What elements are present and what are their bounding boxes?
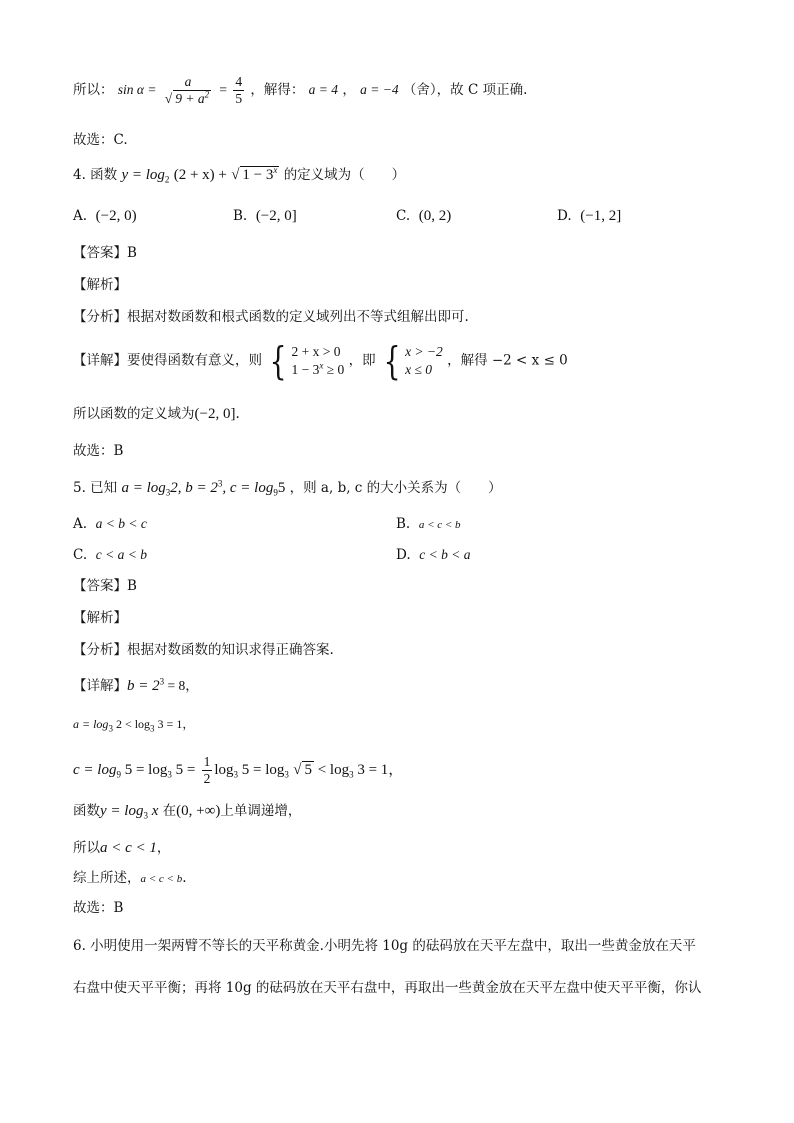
q5-line-a [73, 714, 194, 734]
q4-detail-pre: 【详解】要使得函数有意义，则 [73, 352, 262, 369]
q5-line-c-pre: c = log [73, 762, 117, 778]
q3-frac-num: a [184, 74, 192, 89]
q5-stem-e: 3 [217, 478, 223, 489]
q5-line-c-b1: 9 [116, 769, 121, 780]
q5-half-den: 2 [203, 771, 211, 786]
q4-opt-a-val: (−2, 0) [95, 208, 137, 224]
q5-line-a-mid: 2 < log [112, 717, 151, 731]
q4-opt-c-val: (0, 2) [418, 208, 452, 224]
q5-so-expr: a < c < 1 [100, 840, 157, 856]
q5-mono-x: x [147, 803, 159, 819]
q5-mono-line [73, 801, 301, 821]
q4-option-c [396, 206, 451, 226]
q4-opt-b-label: B. [233, 208, 248, 224]
q4-brace1: { [269, 339, 287, 383]
q4-system2 [380, 339, 443, 383]
q5-opt-a-val: a < b < c [95, 516, 147, 531]
q5-mono-pre: 函数 [73, 803, 100, 819]
q5-mono-post: 上单调递增， [220, 803, 302, 819]
q4-stem-post: 的定义域为（ ） [283, 167, 406, 183]
q5-stem-mid2: , c = log [222, 480, 274, 496]
q5-opt-c-label: C. [73, 547, 88, 563]
q3-frac2-num: 4 [235, 74, 243, 89]
q3-den-body: 9 + a [175, 91, 205, 106]
q5-fenxi: 【分析】根据对数函数的知识求得正确答案. [73, 642, 334, 658]
q5-line-c-b4: 3 [284, 769, 289, 780]
q3-solution-line [73, 74, 527, 107]
q4-sys2-r1: x > −2 [405, 344, 443, 359]
q4-domain-val: (−2, 0] [194, 406, 236, 422]
q5-half-frac [202, 754, 213, 787]
q4-sqrt-body: 1 − 3 [242, 167, 274, 183]
q4-option-b [233, 206, 297, 226]
q3-tail: （舍），故 C 项正确. [402, 82, 528, 98]
q6-line2: 右盘中使天平平衡；再将 10g 的砝码放在天平右盘中，再取出一些黄金放在天平左盘中使天平平衡，你认 [73, 980, 702, 996]
q3-a1: a = 4 [308, 82, 339, 97]
q5-sqrt5-body: 5 [304, 762, 312, 778]
q5-line-c-b5: 3 [349, 769, 354, 780]
q5-detail-pre: 【详解】 [73, 678, 127, 694]
q5-sum-pre: 综上所述， [73, 870, 141, 886]
q3-prefix: 所以： [73, 82, 114, 98]
q4-expr-mid: (2 + x) + [173, 167, 227, 183]
q3-frac-den: √ $9 + a^2$ [164, 89, 210, 106]
q5-summary-line [73, 868, 187, 889]
q4-sys1-r2 [291, 361, 344, 379]
q3-fraction [163, 74, 213, 107]
q5-sqrt5: √ 5 [293, 762, 312, 778]
q4-ji: ，即 [348, 352, 376, 369]
q5-answer: 【答案】B [73, 578, 137, 594]
q3-eq: = [219, 82, 228, 97]
q5-opt-b-val: a < c < b [418, 519, 461, 531]
q4-choice: 故选：B [73, 443, 124, 459]
q4-option-d [557, 206, 621, 226]
q4-fenxi: 【分析】根据对数函数和根式函数的定义域列出不等式组解出即可. [73, 309, 469, 325]
q5-detail-b-expr: b = 2 [127, 678, 160, 694]
q5-opt-d-val: c < b < a [419, 547, 471, 562]
q5-mono-int: (0, +∞) [176, 803, 221, 819]
q4-opt-b-val: (−2, 0] [255, 208, 297, 224]
q5-mono-b: 3 [143, 810, 148, 821]
q4-stem [73, 165, 405, 185]
q4-sqrt: √ $1 - 3^x$ [231, 165, 278, 183]
q5-opt-c-val: c < a < b [95, 547, 147, 562]
q4-expr-y: y = log [121, 167, 165, 183]
q6-line1: 6. 小明使用一架两臂不等长的天平称黄金.小明先将 10g 的砝码放在天平左盘中，取出一些黄金放在天平 [73, 938, 696, 954]
q5-detail-b-tail: = 8， [164, 678, 199, 693]
q5-so-post: ， [156, 840, 171, 856]
q5-stem-expr: a = log [121, 480, 166, 496]
q4-system1 [266, 339, 345, 383]
q5-so-line [73, 838, 170, 858]
q4-brace2: { [383, 339, 401, 383]
q4-opt-d-val: (−1, 2] [580, 208, 622, 224]
q5-stem-mid3: 5 [277, 480, 286, 496]
q4-option-a [73, 206, 137, 226]
q5-line-a-b1: 3 [108, 723, 113, 734]
q4-opt-c-label: C. [396, 208, 411, 224]
q5-mono-mid: 在 [158, 803, 177, 819]
q5-option-b [396, 514, 461, 535]
q3-sin-expr: sin α = [117, 82, 157, 97]
q5-line-c-b3: 3 [233, 769, 239, 780]
q5-detail-b [73, 676, 199, 696]
q5-opt-b-label: B. [396, 516, 411, 532]
q5-line-a-expr: a = log [73, 717, 109, 731]
q4-sys1-r2-exp: x [319, 360, 324, 371]
q5-stem [73, 478, 502, 498]
q5-choice: 故选：B [73, 900, 124, 916]
q5-stem-b2: 9 [273, 487, 278, 498]
q5-opt-a-label: A. [73, 516, 88, 532]
q5-line-c-mid1: 5 = log [120, 762, 168, 778]
q4-domain-end: . [235, 406, 240, 422]
q5-jiexi: 【解析】 [73, 610, 127, 626]
q3-choice: 故选：C. [73, 132, 128, 148]
q5-so-pre: 所以 [73, 840, 100, 856]
q4-opt-d-label: D. [557, 208, 572, 224]
q3-a2: a = −4 [360, 82, 399, 97]
q5-stem-pre: 5. 已知 [73, 480, 118, 496]
q4-detail-post: ，解得 −2 < x ≤ 0 [447, 352, 568, 369]
q4-sys1-r2-body: 1 − 3 [291, 362, 320, 377]
q4-domain-pre: 所以函数的定义域为 [73, 406, 195, 422]
q5-sum-post: . [182, 870, 187, 886]
q5-stem-b1: 3 [165, 487, 171, 498]
q4-stem-pre: 4. 函数 [73, 167, 118, 183]
q5-line-a-b2: 3 [150, 723, 155, 734]
q5-line-c [73, 754, 403, 787]
q5-line-c-mid4: 5 = log [238, 762, 285, 778]
q5-line-a-tail: 3 = 1， [154, 717, 195, 731]
q5-stem-post: ，则 a, b, c 的大小关系为（ ） [289, 480, 502, 496]
q5-sum-expr: a < c < b [140, 873, 183, 885]
q5-mono-expr: y = log [100, 803, 144, 819]
q4-sys1-r2-tail: ≥ 0 [323, 362, 345, 377]
q4-sys1-r1: 2 + x > 0 [291, 344, 341, 359]
q5-option-d [396, 545, 470, 565]
q4-sqrt-exp: x [273, 165, 278, 175]
q4-jiexi: 【解析】 [73, 277, 127, 293]
q5-line-c-mid2: 5 = [171, 762, 196, 778]
q4-sys2-r2: x ≤ 0 [405, 362, 432, 377]
q3-frac2-den: 5 [235, 91, 243, 106]
q4-base: 2 [164, 174, 170, 185]
q3-solve: ，解得： [250, 82, 305, 98]
q5-detail-b-exp: 3 [159, 676, 165, 687]
q5-opt-d-label: D. [396, 547, 411, 563]
q5-line-c-tail: 3 = 1， [353, 762, 404, 778]
q4-opt-a-label: A. [73, 208, 88, 224]
q3-fraction2 [233, 74, 244, 107]
q4-answer: 【答案】B [73, 245, 137, 261]
q5-line-c-mid5: < log [313, 762, 350, 778]
q5-option-a [73, 514, 147, 534]
q5-stem-mid: 2, b = 2 [170, 480, 218, 496]
q4-domain-line [73, 404, 240, 424]
q5-half-num: 1 [203, 754, 211, 769]
q4-detail [73, 339, 568, 383]
q5-option-c [73, 545, 147, 565]
q5-line-c-b2: 3 [167, 769, 172, 780]
q3-comma: ， [342, 82, 356, 98]
q5-line-c-mid3: log [214, 762, 234, 778]
q3-den-exp: 2 [204, 89, 210, 100]
